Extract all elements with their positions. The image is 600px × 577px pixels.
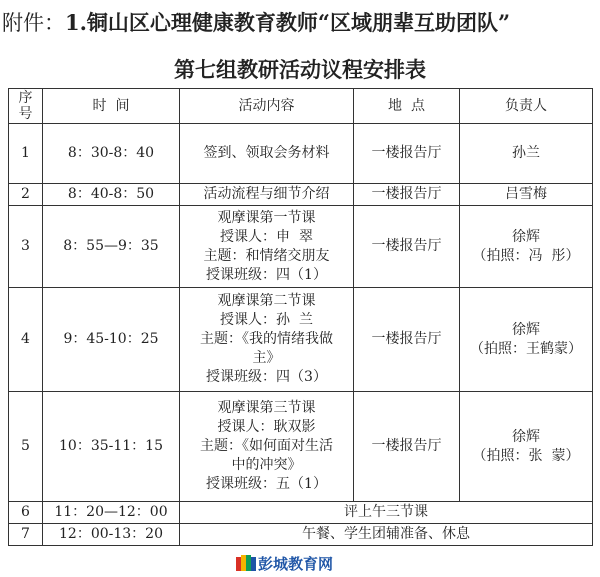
row-time: 8：30-8：40	[43, 124, 180, 184]
content-line: 主题：《如何面对生活	[200, 438, 333, 454]
header-content: 活动内容	[180, 89, 354, 124]
row-place: 一楼报告厅	[354, 392, 460, 502]
row-person	[460, 288, 593, 392]
table-row	[9, 502, 593, 524]
row-time: 10：35-11：15	[43, 392, 180, 502]
row-content	[180, 288, 354, 392]
table-row	[9, 184, 593, 206]
row-time: 11：20—12：00	[43, 502, 180, 524]
table-row	[9, 124, 593, 184]
header-person: 负责人	[460, 89, 593, 124]
person-line: （拍照：王鹤蒙）	[470, 340, 582, 357]
table-row	[9, 392, 593, 502]
row-number: 6	[9, 502, 43, 524]
book-logo-icon	[236, 555, 256, 573]
row-number: 2	[9, 184, 43, 206]
content-line: 观摩课第一节课	[217, 209, 316, 226]
content-line: 授课班级：五（1）	[206, 476, 327, 492]
row-place: 一楼报告厅	[354, 288, 460, 392]
row-content	[180, 124, 354, 184]
row-content	[180, 206, 354, 288]
content-line: 主题：《我的情绪我做	[200, 331, 333, 347]
attachment-prefix: 附件：	[2, 11, 65, 35]
content-line: 授课班级：四（3）	[206, 369, 327, 385]
document-subtitle: 第七组教研活动议程安排表	[174, 57, 426, 82]
content-line: 中的冲突》	[231, 457, 302, 473]
agenda-table	[8, 88, 593, 546]
person-line: 孙兰	[512, 145, 540, 161]
content-line: 观摩课第二节课	[217, 293, 316, 309]
table-row	[9, 288, 593, 392]
row-number: 3	[9, 206, 43, 288]
row-place: 一楼报告厅	[354, 124, 460, 184]
content-line: 签到、领取会务材料	[203, 145, 330, 161]
table-row	[9, 206, 593, 288]
row-content	[180, 184, 354, 206]
person-line: （拍照：冯 彤）	[472, 247, 580, 264]
person-line: 徐辉	[512, 321, 540, 338]
row-time: 12：00-13：20	[43, 524, 180, 546]
row-number: 4	[9, 288, 43, 392]
row-time: 9：45-10：25	[43, 288, 180, 392]
content-line: 授课人：孙 兰	[220, 312, 313, 328]
row-merged-content: 评上午三节课	[180, 502, 593, 524]
row-time: 8：40-8：50	[43, 184, 180, 206]
row-number: 1	[9, 124, 43, 184]
row-place: 一楼报告厅	[354, 206, 460, 288]
watermark-logo	[236, 553, 358, 575]
row-person	[460, 206, 593, 288]
person-line: 徐辉	[512, 228, 540, 245]
row-place: 一楼报告厅	[354, 184, 460, 206]
watermark-text: 彭城教育网	[258, 555, 334, 573]
row-number: 7	[9, 524, 43, 546]
row-person	[460, 124, 593, 184]
document-title-line1	[0, 2, 600, 44]
content-line: 主》	[252, 350, 281, 366]
content-line: 观摩课第三节课	[217, 400, 316, 416]
content-line: 主题：和情绪交朋友	[203, 247, 330, 264]
content-line: 活动流程与细节介绍	[203, 186, 330, 202]
document-title: 1.铜山区心理健康教育教师“区域朋辈互助团队”	[65, 10, 511, 35]
header-no: 序 号	[9, 89, 43, 124]
table-row	[9, 524, 593, 546]
row-number: 5	[9, 392, 43, 502]
row-person	[460, 392, 593, 502]
row-content	[180, 392, 354, 502]
person-line: 徐辉	[512, 428, 540, 445]
header-place: 地 点	[354, 89, 460, 124]
row-time: 8：55—9：35	[43, 206, 180, 288]
person-line: 吕雪梅	[505, 186, 547, 202]
person-line: （拍照：张 蒙）	[472, 447, 580, 464]
content-line: 授课班级：四（1）	[206, 266, 327, 283]
content-line: 授课人：申 翠	[220, 228, 313, 245]
content-line: 授课人：耿双影	[217, 419, 316, 435]
row-person	[460, 184, 593, 206]
row-merged-content: 午餐、学生团辅准备、休息	[180, 524, 593, 546]
header-time: 时 间	[43, 89, 180, 124]
table-header-row	[9, 89, 593, 124]
